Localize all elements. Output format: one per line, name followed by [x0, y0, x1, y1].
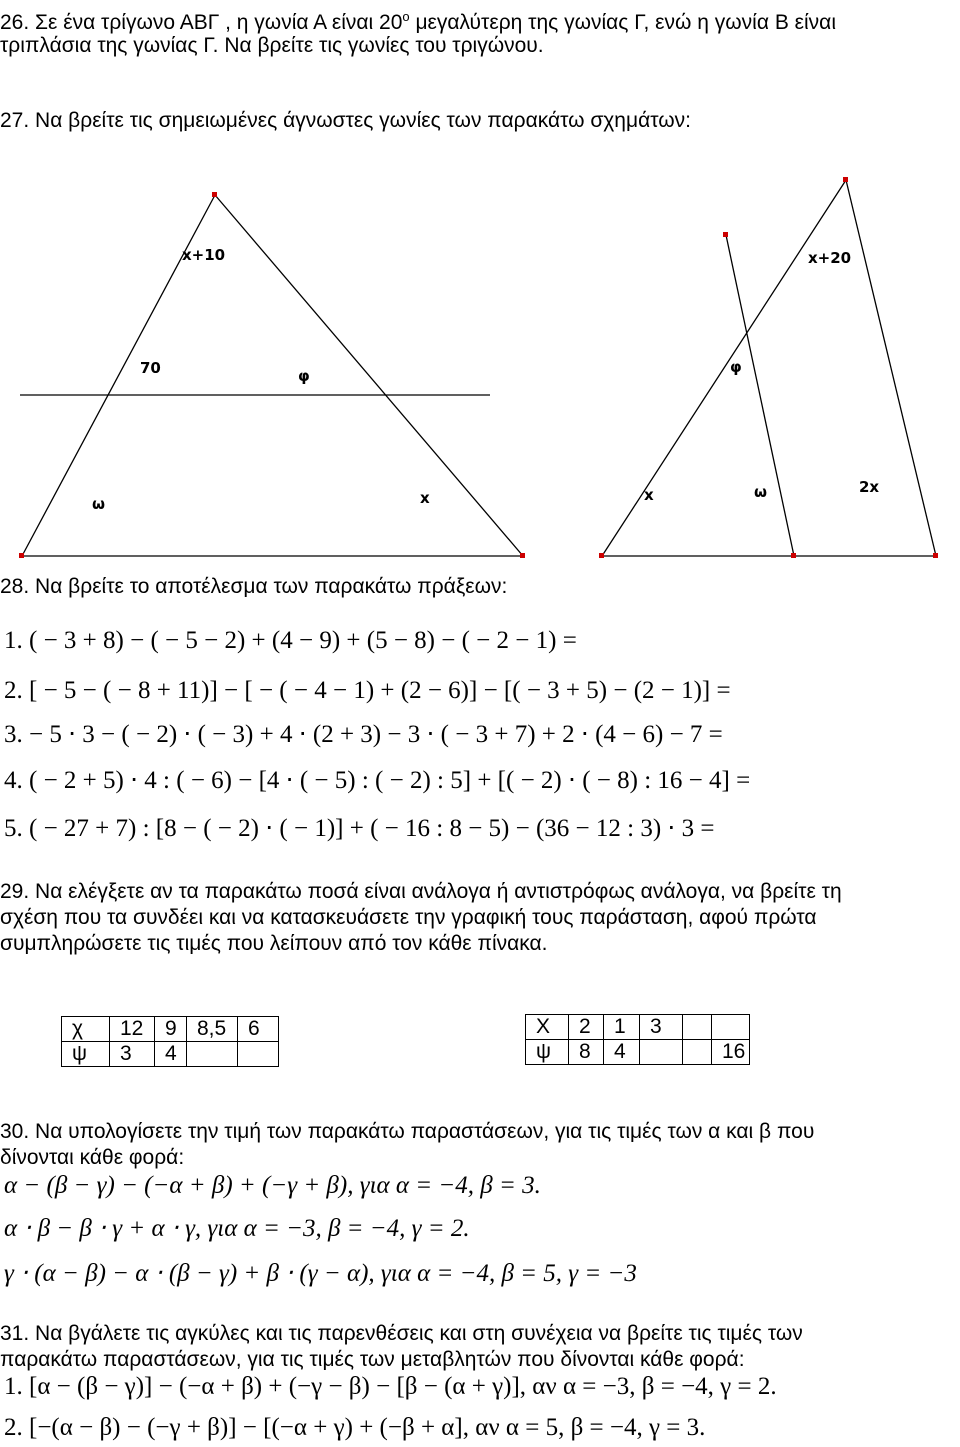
figure-triangle-2: [599, 177, 938, 558]
table-cell: 3: [640, 1015, 683, 1040]
table-cell: ψ: [526, 1040, 569, 1065]
table-cell: [187, 1042, 238, 1067]
table-cell: 8,5: [187, 1017, 238, 1042]
table-row: [62, 1042, 279, 1067]
q28-item-2: 2. [ − 5 − ( − 8 + 11)] − [ − ( − 4 − 1) + (2 − 6)] − [( − 3 + 5) − (2 − 1)] =: [4, 677, 731, 704]
q31-expr-2: 2. [−(α − β) − (−γ + β)] − [(−α + γ) + (−β + α], αν α = 5, β = −4, γ = 3.: [4, 1414, 706, 1441]
fig1-label-top: x+10: [182, 246, 226, 264]
fig1-vertex-dot: [212, 192, 217, 197]
table-cell: [640, 1040, 683, 1065]
table-cell: [238, 1042, 279, 1067]
q30-expr-3: γ ⋅ (α − β) − α ⋅ (β − γ) + β ⋅ (γ − α), για α = −4, β = 5, γ = −3: [4, 1260, 637, 1287]
table-cell: 16: [712, 1040, 750, 1065]
fig2-vertex-dot: [599, 553, 604, 558]
q29-line2: σχέση που τα συνδέει και να κατασκευάσετε την γραφική τους παράσταση, αφού πρώτα: [0, 906, 817, 929]
table-cell: χ: [62, 1017, 110, 1042]
values-table-1: [61, 1016, 279, 1067]
q28-item-1: 1. ( − 3 + 8) − ( − 5 − 2) + (4 − 9) + (5 − 8) − ( − 2 − 1) =: [4, 627, 577, 654]
fig2-vertex-dot: [933, 553, 938, 558]
geometry-figures: [0, 160, 960, 560]
q29-line1: 29. Να ελέγξετε αν τα παρακάτω ποσά είναι ανάλογα ή αντιστρόφως ανάλογα, να βρείτε τη: [0, 880, 842, 903]
q30-expr-1: α − (β − γ) − (−α + β) + (−γ + β), για α = −4, β = 3.: [4, 1172, 541, 1199]
table-cell: Χ: [526, 1015, 569, 1040]
q29-line3: συμπληρώσετε τις τιμές που λείπουν από τον κάθε πίνακα.: [0, 932, 548, 955]
fig2-label-x: x: [644, 486, 654, 504]
table-cell: [683, 1015, 712, 1040]
fig1-label-mid: φ: [298, 367, 310, 385]
q31-line2: παρακάτω παραστάσεων, για τις τιμές των μεταβλητών που δίνονται κάθε φορά:: [0, 1348, 745, 1371]
table-cell: ψ: [62, 1042, 110, 1067]
figure-triangle-1: [19, 192, 525, 558]
table-cell: 2: [569, 1015, 604, 1040]
table-row: [526, 1040, 750, 1065]
fig2-label-r: 2x: [859, 478, 880, 496]
q26-line1: [0, 4, 836, 35]
fig2-label-mid: φ: [730, 358, 742, 376]
q31-expr-1: 1. [α − (β − γ)] − (−α + β) + (−γ − β) − [β − (α + γ)], αν α = −3, β = −4, γ = 2.: [4, 1373, 777, 1400]
fig2-cevian: [726, 235, 794, 556]
fig2-label-top: x+20: [808, 249, 852, 267]
q27-text: 27. Να βρείτε τις σημειωμένες άγνωστες γωνίες των παρακάτω σχημάτων:: [0, 109, 691, 132]
fig2-vertex-dot: [723, 232, 728, 237]
table-cell: 6: [238, 1017, 279, 1042]
q30-line1: 30. Να υπολογίσετε την τιμή των παρακάτω παραστάσεων, για τις τιμές των α και β που: [0, 1120, 815, 1143]
table-cell: 3: [110, 1042, 155, 1067]
table-cell: [712, 1015, 750, 1040]
fig2-vertex-dot: [791, 553, 796, 558]
q31-line1: 31. Να βγάλετε τις αγκύλες και τις παρενθέσεις και στη συνέχεια να βρείτε τις τιμές των: [0, 1322, 803, 1345]
degree-superscript: ο: [402, 9, 410, 24]
fig1-vertex-dot: [520, 553, 525, 558]
table-row: [526, 1015, 750, 1040]
fig2-vertex-dot: [843, 177, 848, 182]
q28-item-3: 3. − 5 ⋅ 3 − ( − 2) ⋅ ( − 3) + 4 ⋅ (2 + 3) − 3 ⋅ ( − 3 + 7) + 2 ⋅ (4 − 6) − 7 =: [4, 721, 723, 748]
q26-line1-b: μεγαλύτερη της γωνίας Γ, ενώ η γωνία Β είναι: [409, 11, 836, 34]
fig1-label-left: 70: [140, 359, 161, 377]
q26-line2: τριπλάσια της γωνίας Γ. Να βρείτε τις γωνίες του τριγώνου.: [0, 34, 544, 57]
table-cell: 12: [110, 1017, 155, 1042]
fig1-label-bl: ω: [92, 495, 106, 513]
table-cell: [683, 1040, 712, 1065]
table-cell: 8: [569, 1040, 604, 1065]
table-cell: 4: [604, 1040, 640, 1065]
q28-text: 28. Να βρείτε το αποτέλεσμα των παρακάτω πράξεων:: [0, 575, 508, 598]
fig1-label-br: x: [420, 489, 430, 507]
fig1-right-side: [215, 195, 523, 556]
table-row: [62, 1017, 279, 1042]
q30-line2: δίνονται κάθε φορά:: [0, 1146, 185, 1169]
fig1-vertex-dot: [19, 553, 24, 558]
fig2-right-side: [846, 180, 936, 556]
q30-expr-2: α ⋅ β − β ⋅ γ + α ⋅ γ, για α = −3, β = −4, γ = 2.: [4, 1215, 470, 1242]
q28-item-4: 4. ( − 2 + 5) ⋅ 4 : ( − 6) − [4 ⋅ ( − 5) : ( − 2) : 5] + [( − 2) ⋅ ( − 8) : 16 − 4] =: [4, 767, 751, 794]
q26-line1-a: 26. Σε ένα τρίγωνο ΑΒΓ , η γωνία Α είναι 20: [0, 11, 403, 34]
values-table-2: [525, 1014, 750, 1065]
fig2-label-w: ω: [754, 483, 768, 501]
table-cell: 4: [155, 1042, 187, 1067]
q28-item-5: 5. ( − 27 + 7) : [8 − ( − 2) ⋅ ( − 1)] + ( − 16 : 8 − 5) − (36 − 12 : 3) ⋅ 3 =: [4, 815, 715, 842]
table-cell: 9: [155, 1017, 187, 1042]
table-cell: 1: [604, 1015, 640, 1040]
